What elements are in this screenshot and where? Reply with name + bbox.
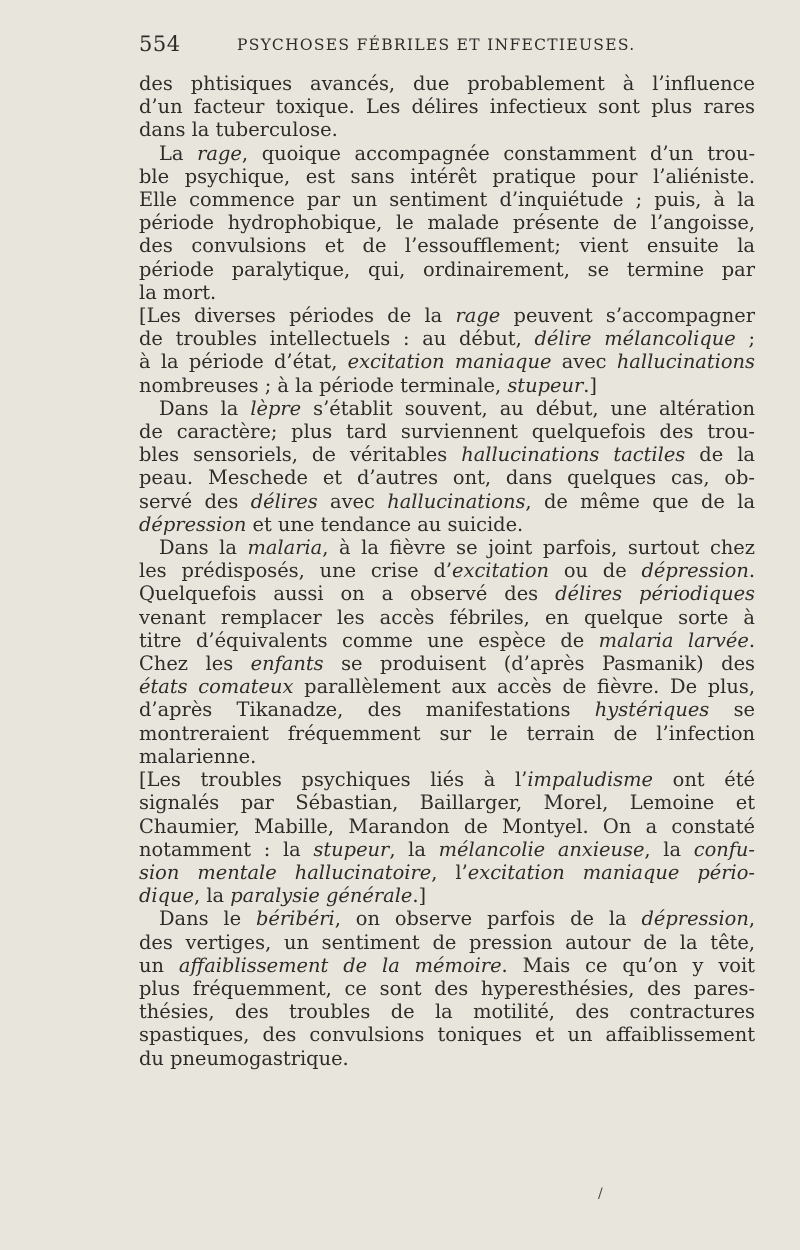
text-line: signalés par Sébastian, Baillarger, Morel, Lemoine et — [139, 791, 755, 815]
text-line: [Les diverses périodes de la rage peuvent s’accompagner — [139, 304, 755, 328]
text-line: la mort. — [139, 280, 217, 304]
text-line: période hydrophobique, le malade présente de l’angoisse, — [139, 211, 755, 235]
text-line: de caractère; plus tard surviennent quelquefois des trou- — [139, 420, 755, 444]
page-header — [139, 32, 659, 62]
text-line: thésies, des troubles de la motilité, des contractures — [139, 1000, 755, 1024]
text-line: nombreuses ; à la période terminale, stupeur.] — [139, 373, 597, 397]
text-line: des vertiges, un sentiment de pression autour de la tête, — [139, 930, 755, 954]
text-line: dique, la paralysie générale.] — [139, 884, 427, 908]
text-line: sion mentale hallucinatoire, l’excitation maniaque pério- — [139, 860, 755, 884]
text-line: titre d’équivalents comme une espèce de malaria larvée. — [139, 628, 755, 652]
text-line: un affaiblissement de la mémoire. Mais ce qu’on y voit — [139, 953, 755, 977]
text-line: période paralytique, qui, ordinairement, se termine par — [139, 257, 755, 281]
text-line: malarienne. — [139, 744, 257, 768]
body-text — [139, 72, 755, 1070]
stray-mark: / — [598, 1186, 603, 1202]
text-line: notamment : la stupeur, la mélancolie anxieuse, la confu- — [139, 837, 755, 861]
text-line: spastiques, des convulsions toniques et un affaiblissement — [139, 1023, 755, 1047]
text-line: montreraient fréquemment sur le terrain de l’infection — [139, 721, 755, 745]
text-line: bles sensoriels, de véritables hallucinations tactiles de la — [139, 443, 755, 467]
text-line: Dans la malaria, à la fièvre se joint parfois, surtout chez — [159, 536, 756, 560]
text-line: Quelquefois aussi on a observé des délires périodiques — [139, 582, 756, 606]
text-line: ble psychique, est sans intérêt pratique pour l’aliéniste. — [139, 164, 755, 188]
text-line: de troubles intellectuels : au début, délire mélancolique ; — [139, 327, 755, 351]
text-line: du pneumogastrique. — [139, 1046, 349, 1070]
text-line: d’après Tikanadze, des manifestations hystériques se — [139, 698, 756, 722]
text-line: peau. Meschede et d’autres ont, dans quelques cas, ob- — [139, 466, 755, 490]
text-line: Elle commence par un sentiment d’inquiétude ; puis, à la — [139, 188, 755, 212]
page-number: 554 — [139, 32, 181, 56]
text-line: états comateux parallèlement aux accès de fièvre. De plus, — [139, 675, 755, 699]
text-line: Chaumier, Mabille, Marandon de Montyel. On a constaté — [139, 814, 755, 838]
text-line: des convulsions et de l’essoufflement; vient ensuite la — [139, 234, 755, 258]
text-line: à la période d’état, excitation maniaque avec hallucinations — [139, 350, 755, 374]
running-title: PSYCHOSES FÉBRILES ET INFECTIEUSES. — [237, 36, 636, 54]
text-line: [Les troubles psychiques liés à l’impaludisme ont été — [139, 768, 755, 792]
text-line: plus fréquemment, ce sont des hyperesthésies, des pares- — [139, 976, 755, 1000]
text-line: venant remplacer les accès fébriles, en quelque sorte à — [139, 605, 755, 629]
text-line: Chez les enfants se produisent (d’après Pasmanik) des — [139, 652, 755, 676]
text-line: les prédisposés, une crise d’excitation ou de dépression. — [139, 559, 755, 583]
text-line: Dans le béribéri, on observe parfois de la dépression, — [159, 907, 755, 931]
text-line: dépression et une tendance au suicide. — [139, 512, 524, 536]
text-line: servé des délires avec hallucinations, de même que de la — [139, 489, 755, 513]
text-line: dans la tuberculose. — [139, 118, 338, 142]
text-line: La rage, quoique accompagnée constamment d’un trou- — [159, 141, 755, 165]
text-line: Dans la lèpre s’établit souvent, au début, une altération — [159, 396, 755, 420]
text-line: des phtisiques avancés, due probablement à l’influence — [139, 72, 755, 95]
text-line: d’un facteur toxique. Les délires infectieux sont plus rares — [139, 95, 755, 119]
